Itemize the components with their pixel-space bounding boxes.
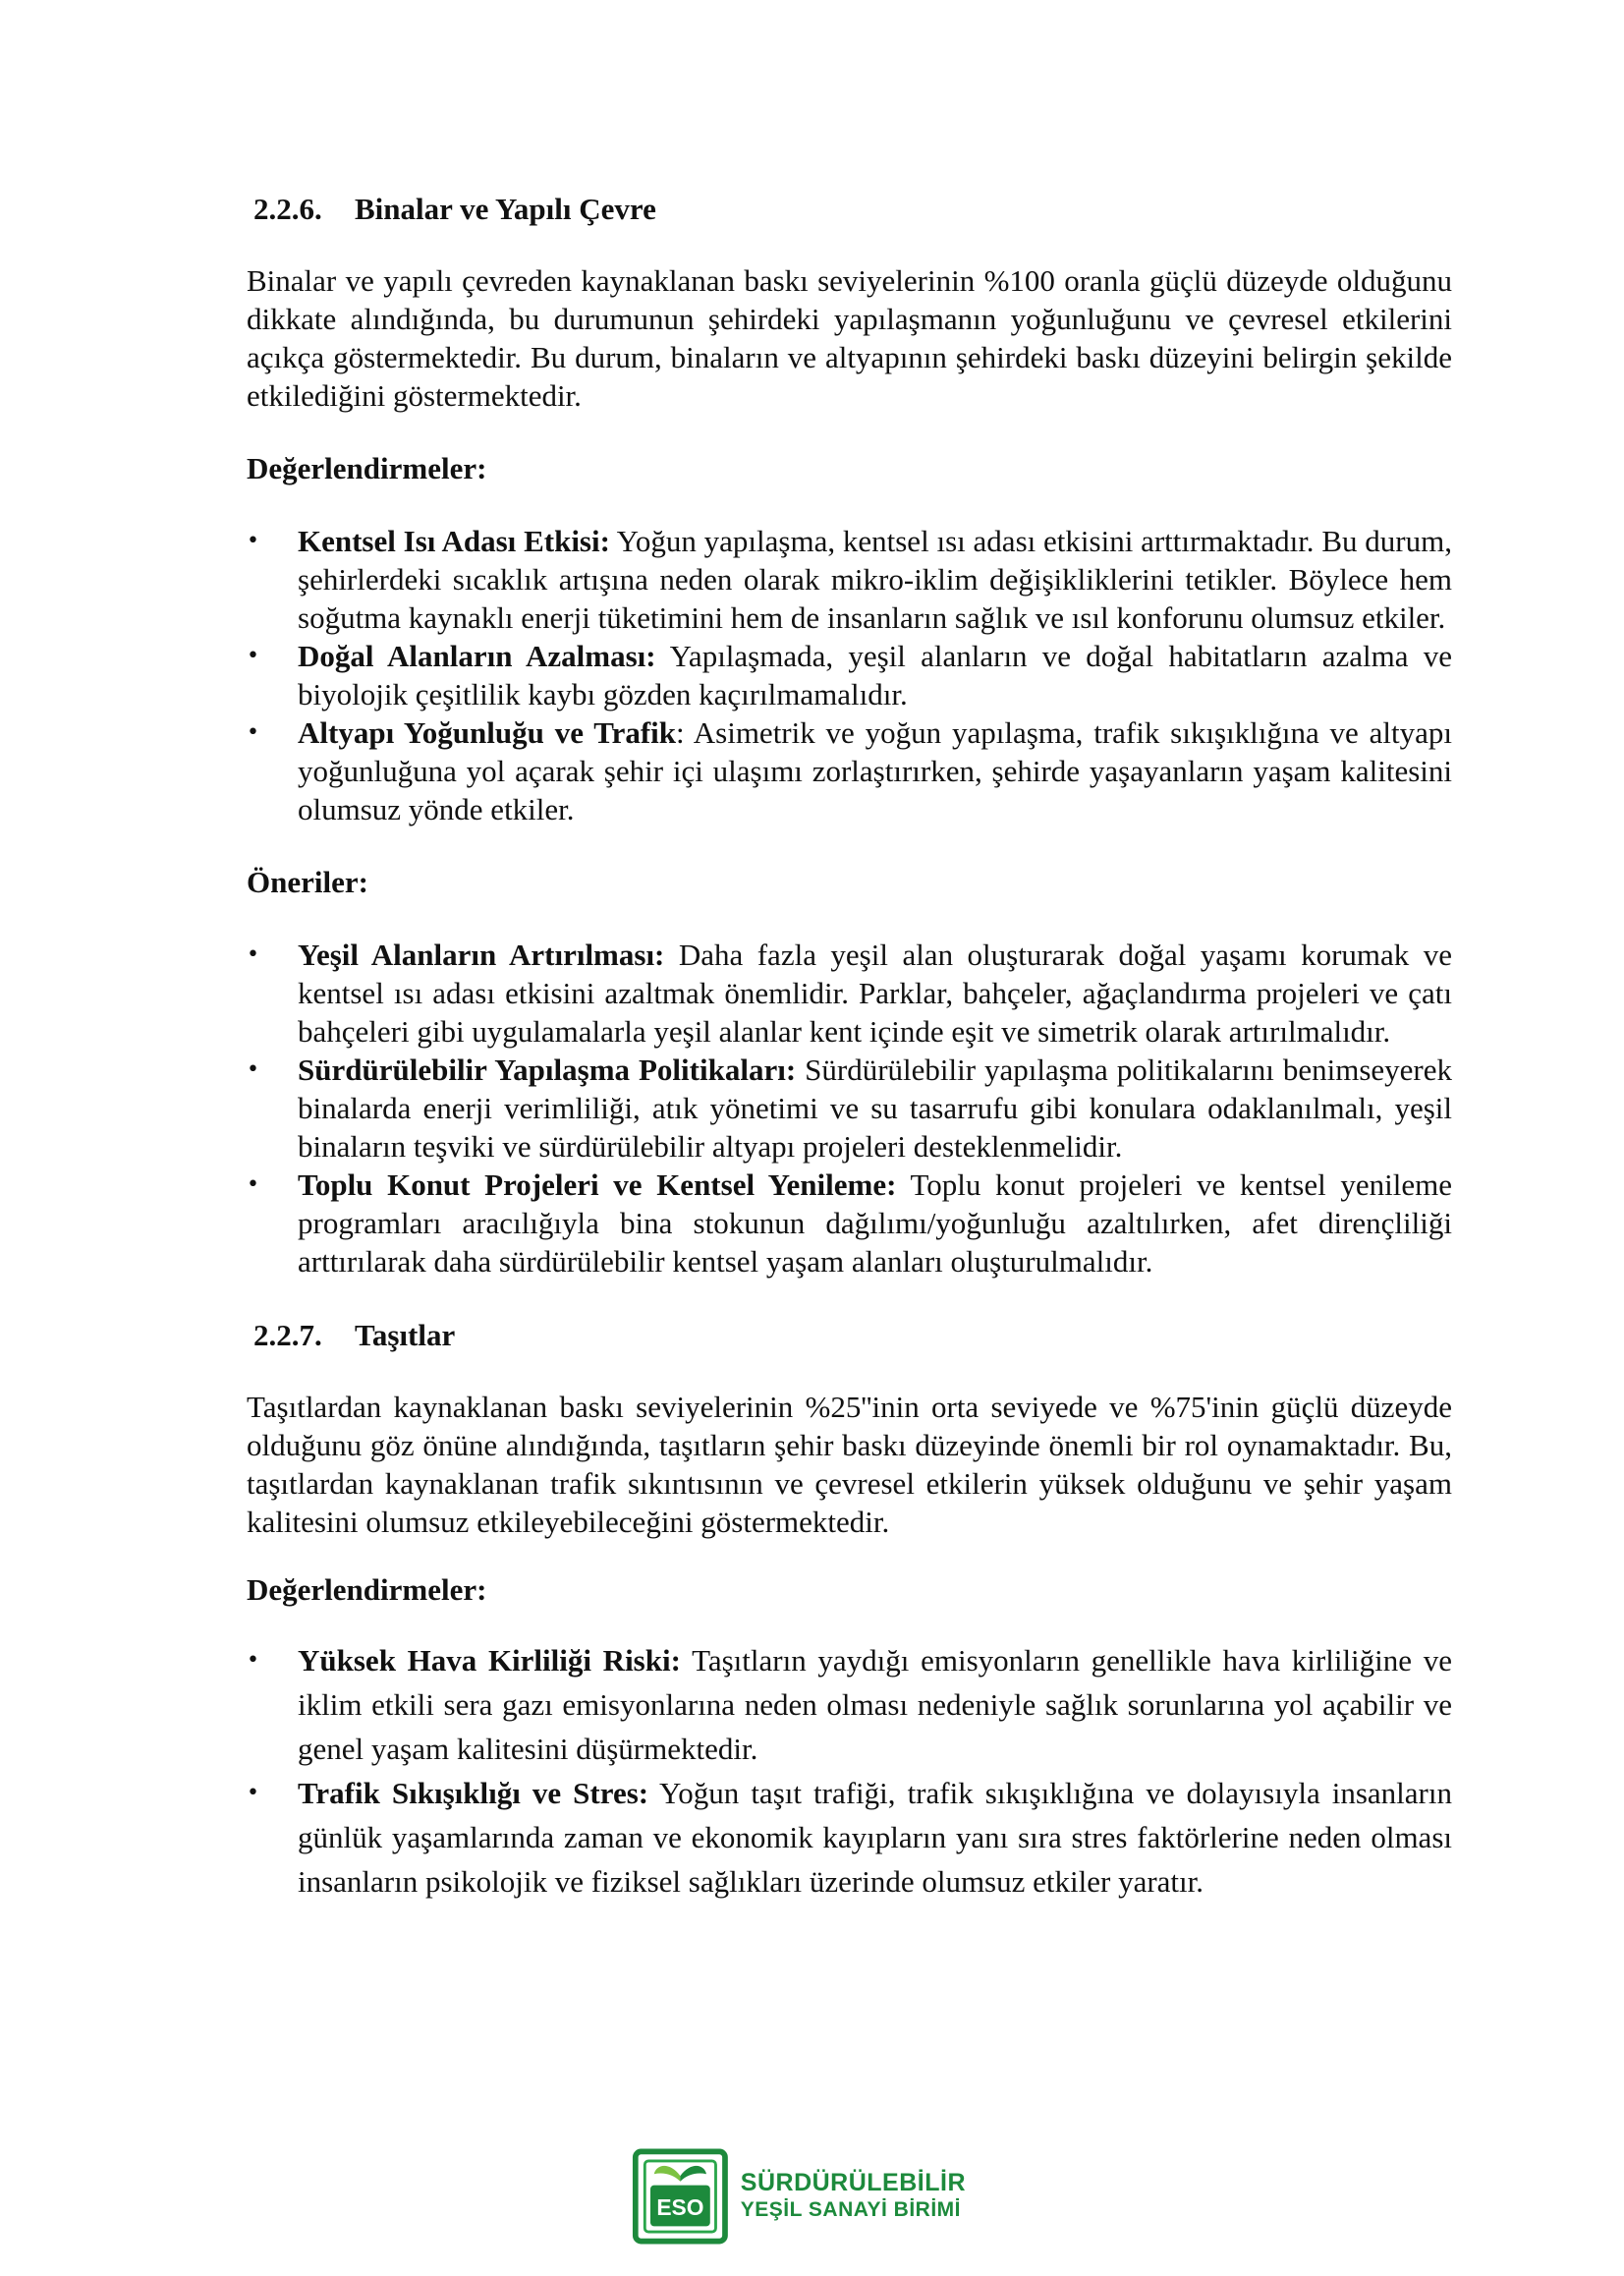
list-item	[247, 1638, 1452, 1771]
item-text: Daha fazla yeşil alan oluşturarak doğal yaşamı korumak ve kentsel ısı adası etkisini azaltmak önemlidir. Parklar, bahçeler, ağaçlandırma projeleri ve çatı bahçeleri gibi uygulamalarla yeşil alanlar kent içinde eşit ve simetrik olarak artırılmalıdır.	[298, 938, 1453, 1049]
section-heading-226	[253, 190, 1452, 228]
logo-line2: YEŞİL SANAYİ BİRİMİ	[740, 2198, 961, 2221]
list-item	[247, 522, 1452, 637]
logo-abbr: ESO	[656, 2193, 704, 2220]
section-227-assessments	[247, 1570, 1452, 1904]
section-intro: Taşıtlardan kaynaklanan baskı seviyelerinin %25''inin orta seviyede ve %75'inin güçlü düzeyde olduğunu göz önüne alındığında, taşıtların şehir baskı düzeyinde önemli bir rol oynamaktadır. Bu, taşıtlardan kaynaklanan trafik sıkıntısının ve çevresel etkilerin yüksek olduğunu ve şehir yaşam kalitesini olumsuz etkileyebileceğini göstermektedir.	[247, 1390, 1452, 1539]
section-title: Taşıtlar	[355, 1318, 456, 1352]
item-term: Yüksek Hava Kirliliği Riski:	[298, 1643, 681, 1678]
footer-logo	[632, 2142, 966, 2250]
item-term: Kentsel Isı Adası Etkisi:	[298, 524, 610, 558]
item-term: Yeşil Alanların Artırılması:	[298, 938, 665, 972]
section-intro: Binalar ve yapılı çevreden kaynaklanan baskı seviyelerinin %100 oranla güçlü düzeyde olduğunu dikkate alındığında, bu durumunun şehirdeki yapılaşmanın yoğunluğunu ve çevresel etkilerini açıkça göstermektedir. Bu durum, binaların ve altyapının şehirdeki baskı düzeyini belirgin şekilde etkilediğini göstermektedir.	[247, 263, 1452, 413]
item-text: Yapılaşmada, yeşil alanların ve doğal habitatların azalma ve biyolojik çeşitlilik kaybı gözden kaçırılmamalıdır.	[298, 639, 1452, 711]
list-item	[247, 713, 1452, 828]
item-text: Sürdürülebilir yapılaşma politikalarını benimseyerek binalarda enerji verimliliği, atık yönetimi ve su tasarrufu gibi konulara odaklanılmalı, yeşil binaların teşviki ve sürdürülebilir altyapı projeleri desteklenmelidir.	[298, 1053, 1452, 1164]
list-item	[247, 936, 1452, 1051]
item-text: : Asimetrik ve yoğun yapılaşma, trafik sıkışıklığına ve altyapı yoğunluğuna yol açarak şehir içi ulaşımı zorlaştırırken, şehirde yaşayanların yaşam kalitesini olumsuz yönde etkiler.	[298, 715, 1452, 826]
list-item	[247, 637, 1452, 713]
item-text: Taşıtların yaydığı emisyonların genellikle hava kirliliğine ve iklim etkili sera gazı emisyonlarına neden olması nedeniyle sağlık sorunlarına yol açabilir ve genel yaşam kalitesini düşürmektedir.	[298, 1643, 1452, 1766]
item-term: Sürdürülebilir Yapılaşma Politikaları:	[298, 1053, 797, 1087]
item-term: Toplu Konut Projeleri ve Kentsel Yenileme:	[298, 1167, 897, 1202]
item-term: Doğal Alanların Azalması:	[298, 639, 656, 673]
section-title: Binalar ve Yapılı Çevre	[355, 192, 656, 226]
item-text: Yoğun taşıt trafiği, trafik sıkışıklığına ve dolayısıyla insanların günlük yaşamlarında zaman ve ekonomik kayıpların yanı sıra stres faktörlerine neden olması insanların psikolojik ve fiziksel sağlıkları üzerinde olumsuz etkiler yaratır.	[298, 1776, 1452, 1899]
item-term: Altyapı Yoğunluğu ve Trafik	[298, 715, 677, 750]
list-item	[247, 1771, 1452, 1904]
suggestion-list	[247, 936, 1452, 1280]
suggestions-heading: Öneriler:	[247, 865, 368, 899]
section-number: 2.2.6.	[253, 192, 322, 226]
page-content	[247, 190, 1452, 1904]
assessments-heading: Değerlendirmeler:	[247, 1572, 487, 1607]
logo-line1: SÜRDÜRÜLEBİLİR	[740, 2169, 966, 2196]
assessment-list	[247, 522, 1452, 828]
section-heading-227	[253, 1316, 1452, 1354]
item-text: Toplu konut projeleri ve kentsel yenileme programları aracılığıyla bina stokunun dağılımı/yoğunluğu azaltılırken, afet dirençliliği arttırılarak daha sürdürülebilir kentsel yaşam alanları oluşturulmalıdır.	[298, 1167, 1452, 1279]
assessments-heading: Değerlendirmeler:	[247, 451, 487, 485]
item-text: Yoğun yapılaşma, kentsel ısı adası etkisini arttırmaktadır. Bu durum, şehirlerdeki sıcaklık artışına neden olarak mikro-iklim değişikliklerini tetikler. Böylece hem soğutma kaynaklı enerji tüketimini hem de insanların sağlık ve ısıl konforunu olumsuz etkiler.	[298, 524, 1452, 635]
list-item	[247, 1166, 1452, 1280]
list-item	[247, 1051, 1452, 1166]
eso-logo-icon	[632, 2145, 729, 2248]
assessment-list	[247, 1638, 1452, 1904]
item-term: Trafik Sıkışıklığı ve Stres:	[298, 1776, 649, 1810]
section-number: 2.2.7.	[253, 1318, 322, 1352]
logo-text	[741, 2169, 966, 2224]
